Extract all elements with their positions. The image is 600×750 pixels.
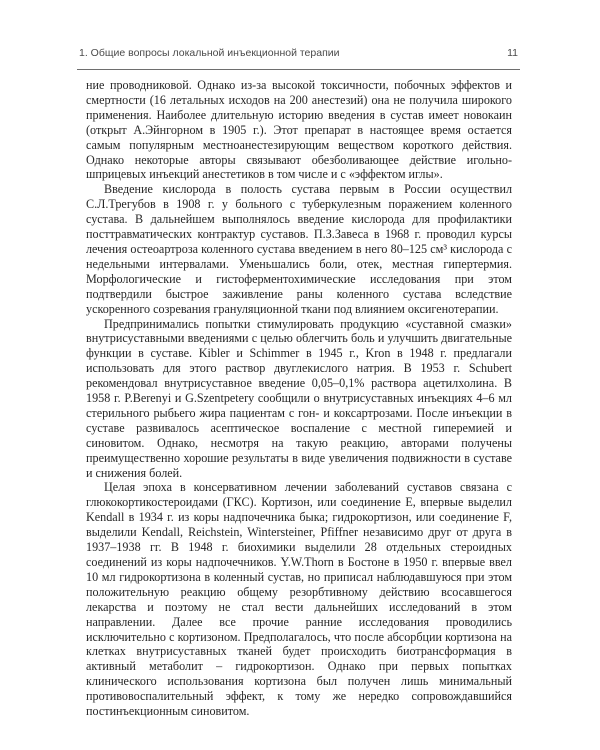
page-number: 11 [507,46,518,59]
running-title: 1. Общие вопросы локальной инъекционной терапии [79,46,340,59]
body-text [86,78,512,719]
running-header [77,38,520,70]
paragraph-4: Целая эпоха в консервативном лечении заболеваний суставов связана с глюкокортикостероидами (ГКС). Кортизон, или соединение Е, впервые выделил Kendall в 1934 г. из коры надпочечника быка; гидрокортизон, или соединение F, выделили Kendall, Reichstein, Wintersteiner, Pfiffner независимо друг от друга в 1937–1938 гг. В 1948 г. биохимики выделили 28 отдельных стероидных соединений из коры надпочечников. Y.W.Thorn в Бостоне в 1950 г. впервые ввел 10 мл гидрокортизона в коленный сустав, но приписал наблюдавшуюся при этом положительную реакцию общему резорбтивному действию всосавшегося лекарства и поэтому не стал вести дальнейших исследований в этом направлении. Далее все прочие ранние исследования проводились исключительно с кортизоном. Предполагалось, что после абсорбции кортизона на клетках внутрисуставных тканей будет происходить биотрансформация в активный метаболит – гидрокортизон. Однако при первых попытках клинического использования кортизона был получен лишь минимальный противовоспалительный эффект, к тому же нередко сопровождавшийся постинъекционным синовитом. [86,480,512,719]
paragraph-1: ние проводниковой. Однако из-за высокой токсичности, побочных эффектов и смертности (16 летальных исходов на 200 анестезий) она не получила широкого применения. Наиболее длительную историю введения в сустав имеет новокаин (открыт А.Эйнгорном в 1905 г.). Этот препарат в настоящее время остается самым популярным местноанестезирующим веществом короткого действия. Однако некоторые авторы связывают обезболивающее действие игольно-шприцевых инъекций анестетиков в том числе и с «эффектом иглы». [86,78,512,182]
paragraph-3: Предпринимались попытки стимулировать продукцию «суставной смазки» внутрисуставными введениями с целью облегчить боль и улучшить двигательные функции в суставе. Kibler и Schimmer в 1945 г., Kron в 1948 г. предлагали использовать для этого раствор двуглекислого натрия. В 1953 г. Schubert рекомендовал внутрисуставное введение 0,05–0,1% раствора ацетилхолина. В 1958 г. P.Berenyi и G.Szentpetery сообщили о внутрисуставных инъекциях 4–6 мл стерильного рыбьего жира пациентам с гон- и коксартрозами. После инъекции в суставе развивалось асептическое воспаление с местной гиперемией и синовитом. Однако, несмотря на такую реакцию, авторами получены преимущественно хорошие результаты в виде увеличения подвижности в суставе и снижения болей. [86,316,512,480]
paragraph-2: Введение кислорода в полость сустава первым в России осуществил С.Л.Трегубов в 1908 г. у больного с туберкулезным поражением коленного сустава. В дальнейшем выполнялось введение кислорода для профилактики посттравматических контрактур суставов. П.З.Завеса в 1968 г. проводил курсы лечения остеоартроза коленного сустава введением в него 80–125 см³ кислорода с недельными интервалами. Уменьшались боли, отек, местная гипертермия. Морфологические и гистоферментохимические исследования при этом подтвердили быстрое заживление раны коленного сустава вследствие ускоренного созревания грануляционной ткани под влиянием оксигенотерапии. [86,182,512,316]
